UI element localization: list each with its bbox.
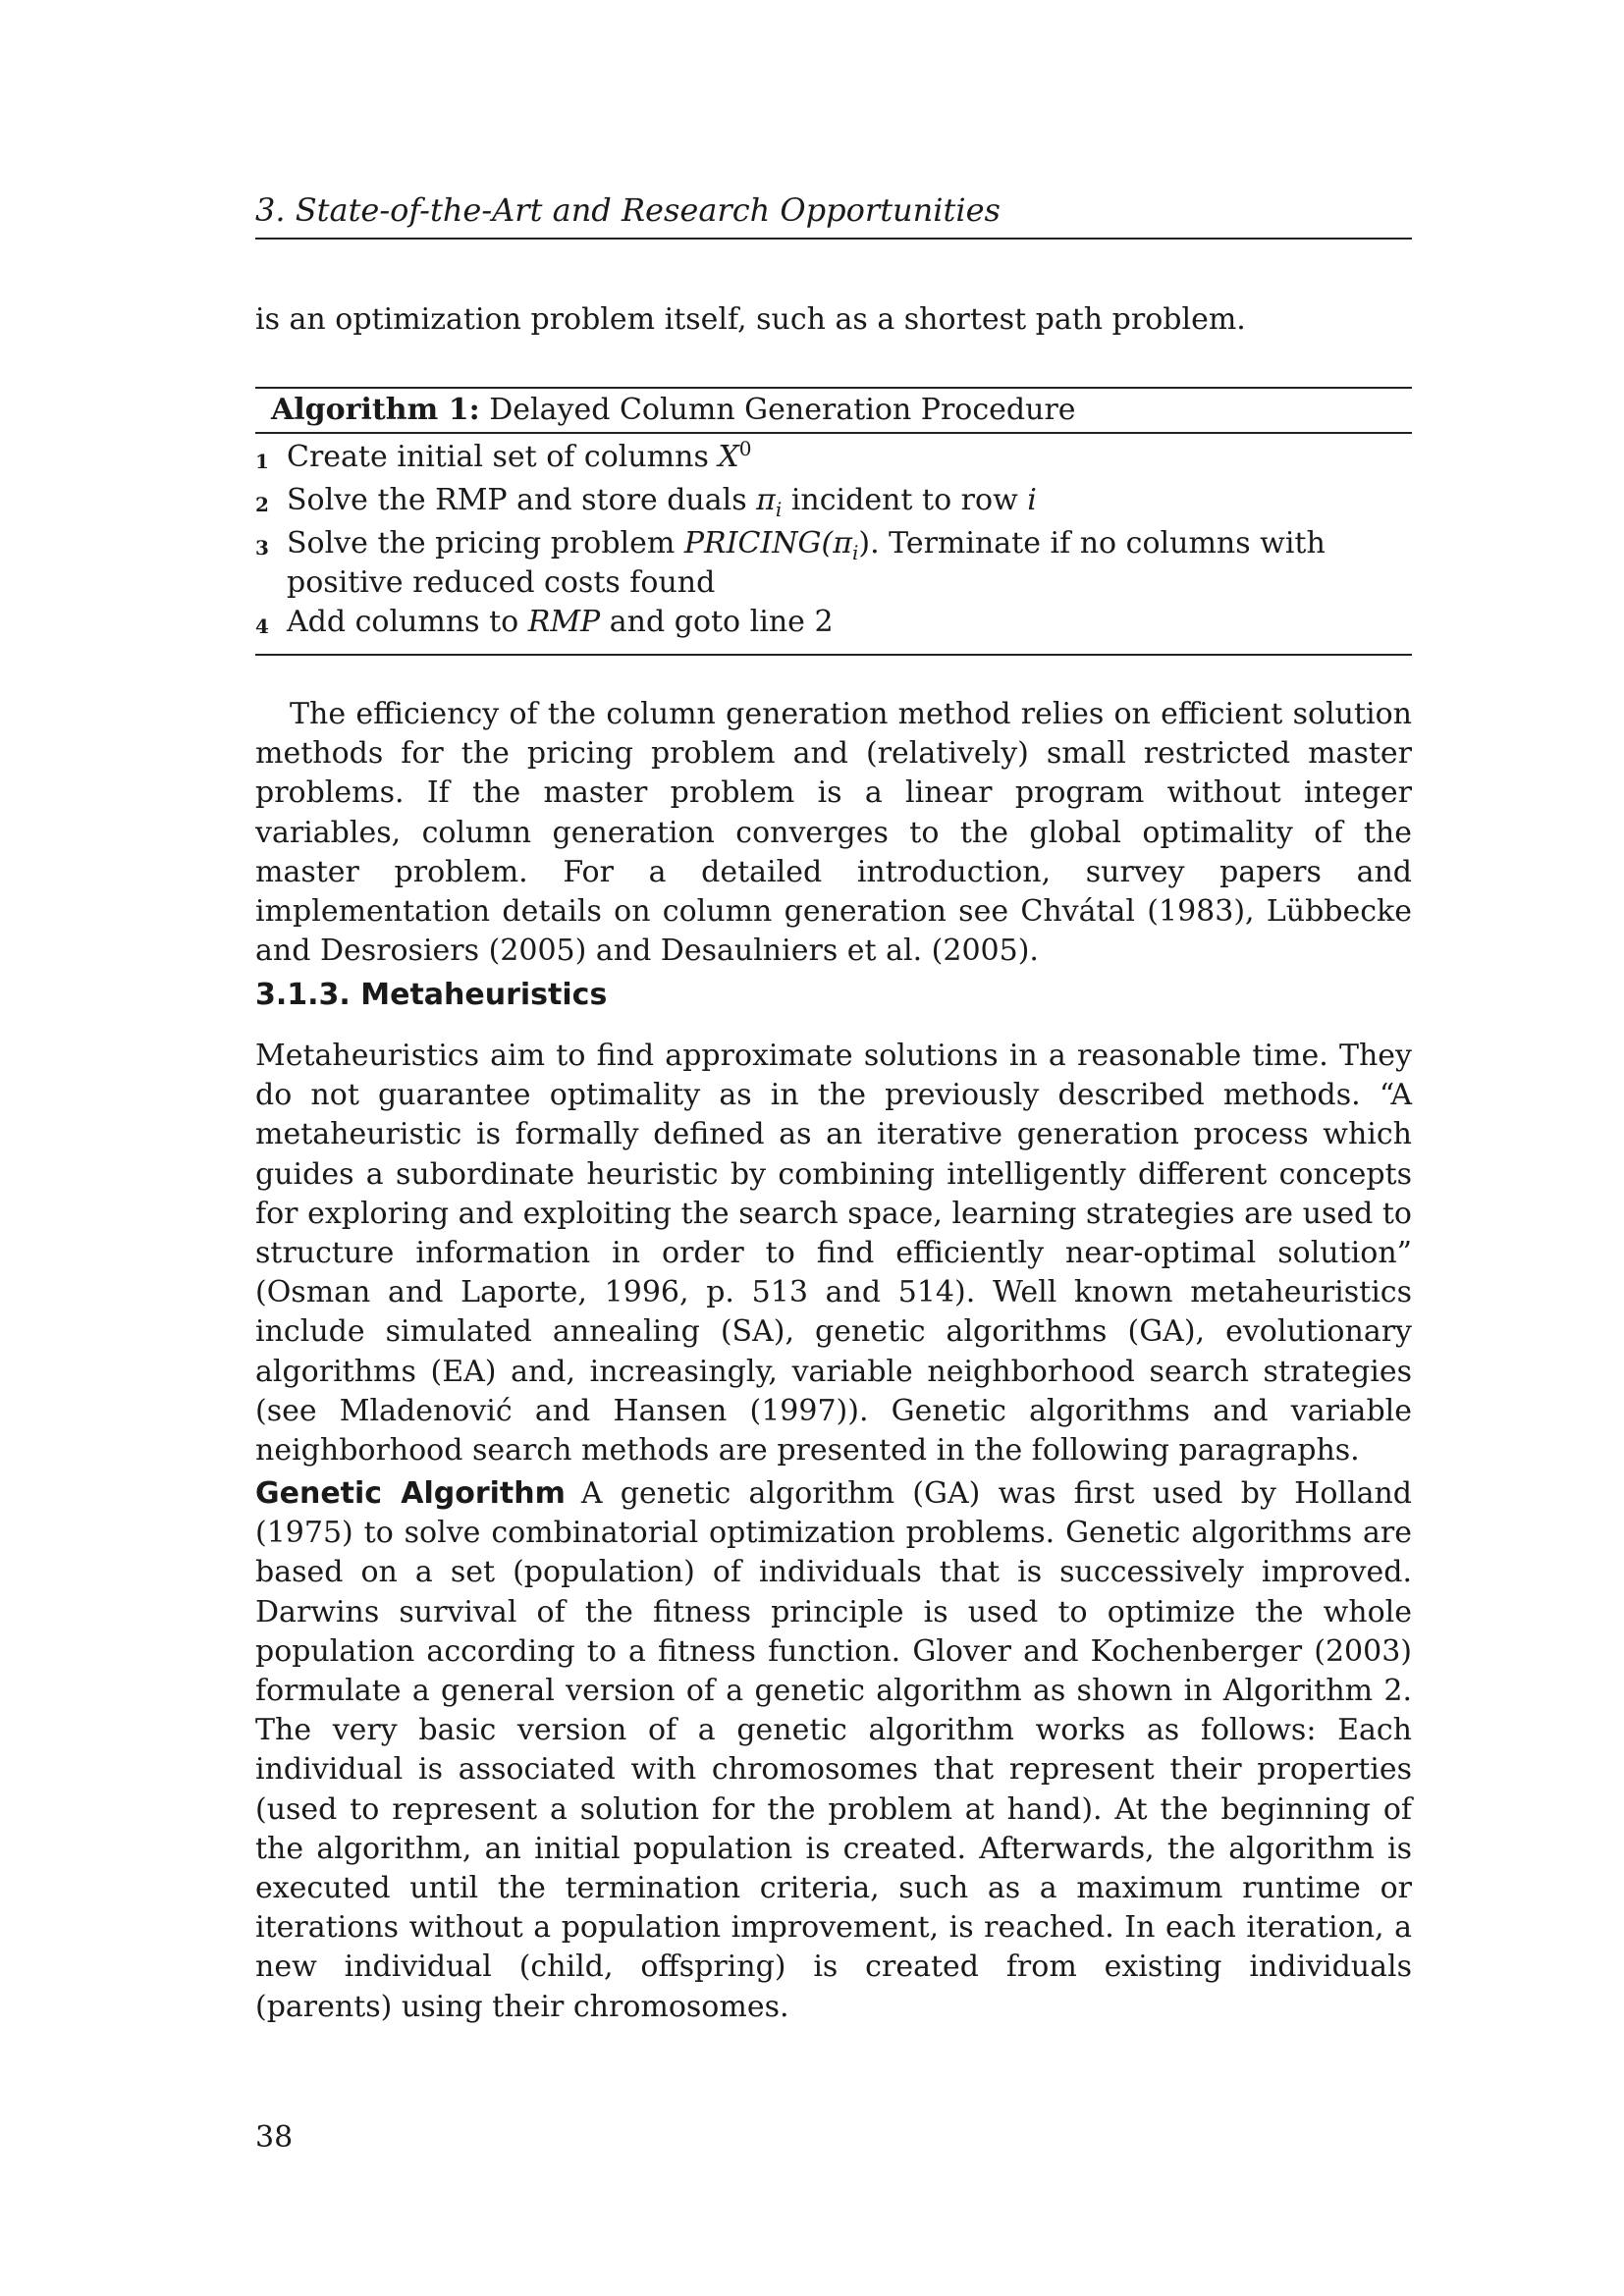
algorithm-header [255,389,1412,434]
math-superscript: 0 [738,437,752,460]
intro-line: is an optimization problem itself, such as a shortest path problem. [255,302,1246,337]
line-text [287,603,1412,646]
math-symbol: π [756,483,776,517]
line-text-part: Solve the pricing problem [287,526,684,561]
page-number: 38 [255,2120,294,2155]
algorithm-line [255,438,1412,481]
line-text [287,524,1412,603]
math-subscript: i [851,541,859,564]
algorithm-line [255,481,1412,524]
line-text-part: Add columns to [287,605,528,639]
line-text-part: Solve the RMP and store duals [287,483,757,517]
line-number: 2 [255,493,269,516]
line-text-part: . Terminate if no columns with positive reduced costs found [287,526,1326,600]
paragraph-genetic-algorithm [255,1474,1412,2027]
paragraph-text: A genetic algorithm (GA) was first used by Holland (1975) to solve combinatorial optimization problems. Genetic algorithms are based on a set (population) of individuals that is successively improved. Darwins survival of the fitness principle is used to optimize the whole population according to a fitness function. Glover and Kochenberger (2003) formulate a general version of a genetic algorithm as shown in Algorithm 2. The very basic version of a genetic algorithm works as follows: Each individual is associated with chromosomes that represent their properties (used to represent a solution for the problem at hand). At the beginning of the algorithm, an initial population is created. Afterwards, the algorithm is executed until the termination criteria, such as a maximum runtime or iterations without a population improvement, is reached. In each iteration, a new individual (child, offspring) is created from existing individuals (parents) using their chromosomes. [255,1476,1412,2024]
math-symbol: X [718,440,739,474]
line-text-part: Create initial set of columns [287,440,719,474]
algorithm-lines [255,434,1412,654]
math-subscript: i [775,498,783,521]
running-head: 3. State-of-the-Art and Research Opportunities [255,188,1412,240]
line-number: 1 [255,450,269,473]
line-text-part: incident to row [782,483,1028,517]
algorithm-line [255,524,1412,603]
line-text-part: and goto line 2 [600,605,834,639]
line-number: 3 [255,536,269,560]
algorithm-label: Algorithm 1: [271,393,480,427]
algorithm-title: Delayed Column Generation Procedure [489,393,1076,427]
math-symbol: (π [821,526,852,561]
paragraph-column-generation: The efficiency of the column generation method relies on efficient solution methods for the pricing problem and (relatively) small restricted master problems. If the master problem is a linear program without integer variables, column generation converges to the global optimality of the master problem. For a detailed introduction, survey papers and implementation details on column generation see Chvátal (1983), Lübbecke and Desrosiers (2005) and Desaulniers et al. (2005). [255,697,1412,969]
math-symbol: PRICING [683,526,822,561]
line-text [287,438,1412,481]
math-symbol: ) [858,526,871,561]
line-number: 4 [255,614,269,638]
algorithm-box [255,387,1412,656]
paragraph-heading: Genetic Algorithm [255,1476,566,1511]
algorithm-line [255,603,1412,646]
math-symbol: i [1027,483,1037,517]
paragraph-metaheuristics: Metaheuristics aim to find approximate solutions in a reasonable time. They do not guarantee optimality as in the previously described methods. “A metaheuristic is formally defined as an iterative generation process which guides a subordinate heuristic by combining intelligently different concepts for exploring and exploiting the search space, learning strategies are used to structure information in order to find efficiently near-optimal solution” (Osman and Laporte, 1996, p. 513 and 514). Well known metaheuristics include simulated annealing (SA), genetic algorithms (GA), evolutionary algorithms (EA) and, increasingly, variable neighborhood search strategies (see Mladenović and Hansen (1997)). Genetic algorithms and variable neighborhood search methods are presented in the following paragraphs. [255,1039,1412,1468]
subsection-heading: 3.1.3. Metaheuristics [255,978,608,1012]
math-symbol: RMP [527,605,601,639]
line-text [287,481,1412,524]
